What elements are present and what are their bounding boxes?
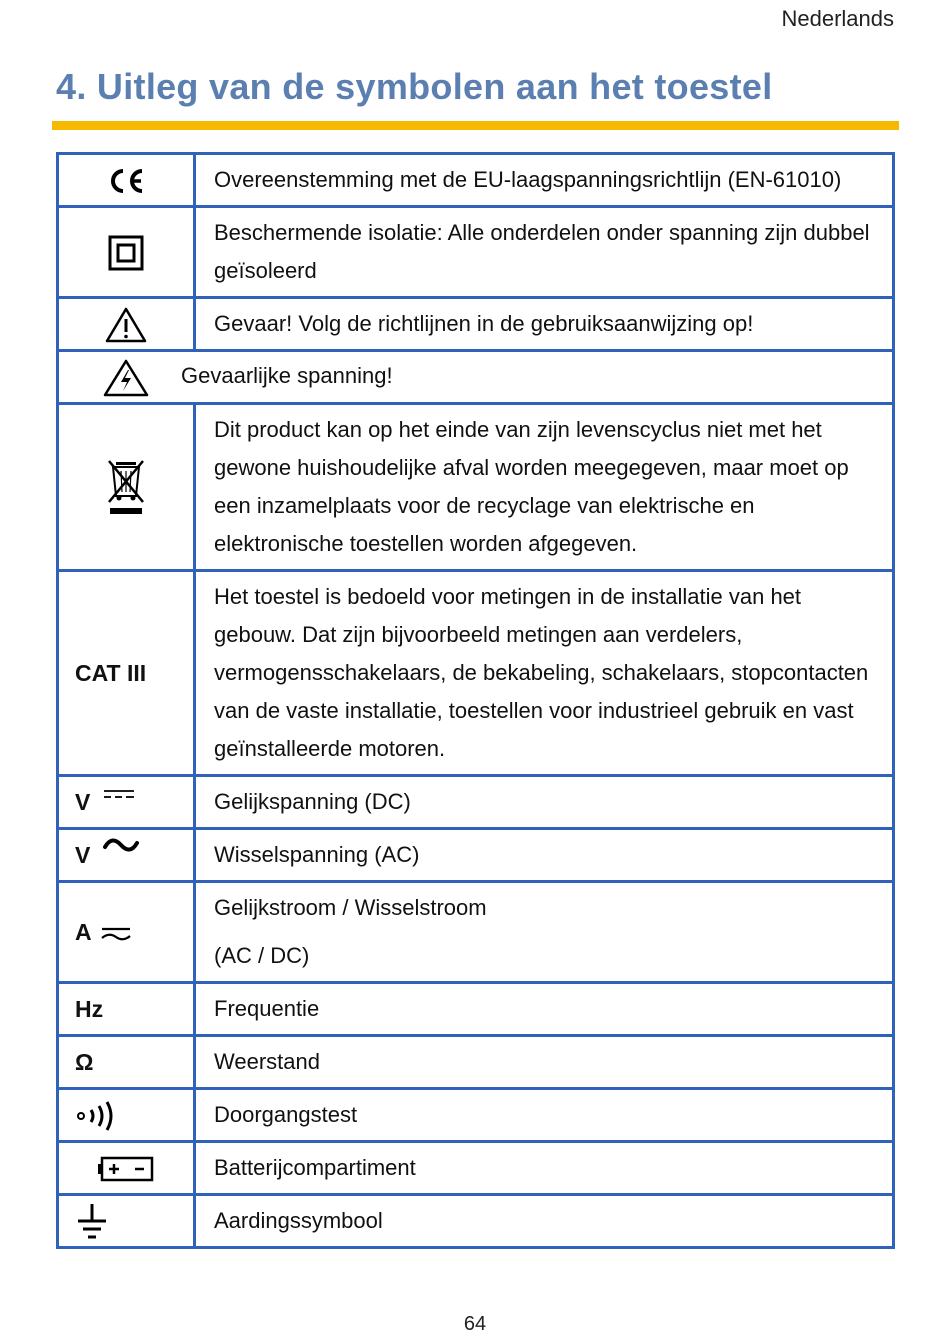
symbol-cell xyxy=(58,1142,195,1195)
table-row xyxy=(58,351,894,404)
title-underline xyxy=(52,121,899,130)
table-row xyxy=(58,298,894,351)
symbol-cell xyxy=(58,1036,195,1089)
symbol-cell xyxy=(58,1195,195,1248)
description-cell: Aardingssymbool xyxy=(195,1195,894,1248)
header-language: Nederlands xyxy=(781,6,894,31)
section-title: 4. Uitleg van de symbolen aan het toestel xyxy=(56,66,773,107)
voltage-label: V xyxy=(75,788,91,815)
description-cell: Gevaarlijke spanning! xyxy=(58,351,894,404)
table-row xyxy=(58,776,894,829)
table-row xyxy=(58,1142,894,1195)
symbol-cell xyxy=(58,571,195,776)
symbol-cell xyxy=(58,298,195,351)
ground-icon xyxy=(75,1203,109,1241)
weee-bin-icon xyxy=(106,458,146,516)
table-row xyxy=(58,1089,894,1142)
table-row xyxy=(58,882,894,983)
description-cell: Dit product kan op het einde van zijn levenscyclus niet met het gewone huishoudelijke afval worden meegegeven, maar moet op een inzamelplaats voor de recyclage van elektrische en elektronische toestellen worden afgegeven. xyxy=(195,404,894,571)
description-cell: Gevaar! Volg de richtlijnen in de gebruiksaanwijzing op! xyxy=(195,298,894,351)
cat-label: CAT III xyxy=(75,659,147,686)
symbol-cell xyxy=(58,207,195,298)
table-row xyxy=(58,154,894,207)
symbol-cell xyxy=(58,829,195,882)
symbol-cell xyxy=(58,882,195,983)
description-cell: Doorgangstest xyxy=(195,1089,894,1142)
symbol-cell xyxy=(58,983,195,1036)
continuity-sound-icon xyxy=(75,1099,121,1133)
description-cell: Beschermende isolatie: Alle onderdelen onder spanning zijn dubbel geïsoleerd xyxy=(195,207,894,298)
high-voltage-icon xyxy=(103,359,149,397)
voltage-label: V xyxy=(75,842,91,868)
ac-dc-symbol-icon xyxy=(100,924,132,944)
hz-label: Hz xyxy=(75,995,104,1022)
symbol-cell xyxy=(58,154,195,207)
table-row xyxy=(58,983,894,1036)
table-row xyxy=(58,1036,894,1089)
dc-symbol-icon xyxy=(102,788,136,802)
page-number: 64 xyxy=(463,1313,487,1335)
description-cell: Gelijkstroom / Wisselstroom (AC / DC) xyxy=(195,882,894,983)
ce-mark-icon xyxy=(106,166,146,196)
description-cell: Het toestel is bedoeld voor metingen in de installatie van het gebouw. Dat zijn bijvoorbeeld metingen aan verdelers, vermogensschakelaars, de bekabeling, schakelaars, stopcontacten van de vaste installatie, toestellen voor industrieel gebruik en vast geïnstalleerde motoren. xyxy=(195,571,894,776)
table-row xyxy=(58,404,894,571)
current-label: A xyxy=(75,918,92,945)
symbols-table xyxy=(56,152,895,1249)
ac-symbol-icon xyxy=(102,835,140,855)
ohm-label: Ω xyxy=(75,1048,94,1075)
table-row xyxy=(58,207,894,298)
battery-icon xyxy=(97,1154,155,1184)
symbol-cell xyxy=(58,1089,195,1142)
symbol-cell xyxy=(58,404,195,571)
description-cell: Batterijcompartiment xyxy=(195,1142,894,1195)
description-cell: Weerstand xyxy=(195,1036,894,1089)
table-row xyxy=(58,829,894,882)
double-insulation-icon xyxy=(108,235,144,271)
warning-triangle-icon xyxy=(105,307,147,343)
table-row xyxy=(58,571,894,776)
description-cell: Wisselspanning (AC) xyxy=(195,829,894,882)
description-cell: Gelijkspanning (DC) xyxy=(195,776,894,829)
symbol-cell xyxy=(58,776,195,829)
description-cell: Overeenstemming met de EU-laagspanningsrichtlijn (EN-61010) xyxy=(195,154,894,207)
table-row xyxy=(58,1195,894,1248)
description-cell: Frequentie xyxy=(195,983,894,1036)
